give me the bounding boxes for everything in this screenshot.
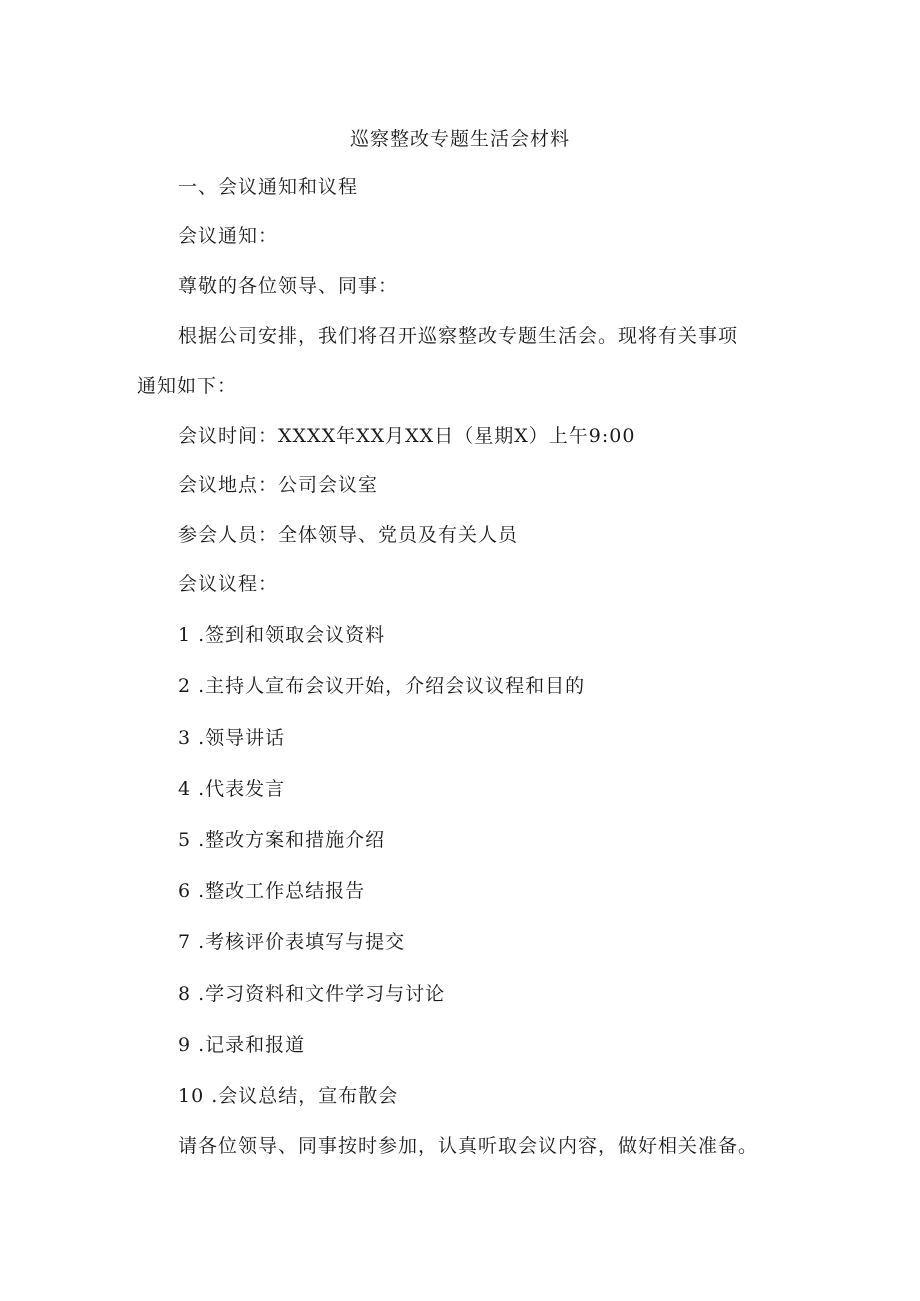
section-heading: 一、会议通知和议程 (178, 176, 359, 198)
agenda-item: 5 .整改方案和措施介绍 (178, 829, 386, 851)
agenda-item: 1 .签到和领取会议资料 (178, 624, 386, 646)
salutation: 尊敬的各位领导、同事： (178, 275, 399, 297)
agenda-item: 3 .领导讲话 (178, 727, 286, 749)
agenda-item: 8 .学习资料和文件学习与讨论 (178, 983, 446, 1005)
agenda-item: 2 .主持人宣布会议开始，介绍会议议程和目的 (178, 675, 586, 697)
meeting-time: 会议时间：XXXX年XX月XX日（星期X）上午9:00 (178, 425, 636, 447)
agenda-item: 10 .会议总结，宣布散会 (178, 1085, 399, 1107)
agenda-item: 7 .考核评价表填写与提交 (178, 931, 406, 953)
agenda-item: 9 .记录和报道 (178, 1034, 306, 1056)
agenda-item: 6 .整改工作总结报告 (178, 880, 366, 902)
agenda-label: 会议议程： (178, 573, 279, 595)
closing-paragraph: 请各位领导、同事按时参加，认真听取会议内容，做好相关准备。 (178, 1135, 759, 1157)
agenda-item: 4 .代表发言 (178, 778, 286, 800)
attendees: 参会人员：全体领导、党员及有关人员 (178, 524, 519, 546)
meeting-place: 会议地点：公司会议室 (178, 474, 379, 496)
intro-paragraph-line-2: 通知如下： (137, 375, 238, 397)
notice-label: 会议通知： (178, 225, 279, 247)
intro-paragraph-line-1: 根据公司安排，我们将召开巡察整改专题生活会。现将有关事项 (178, 325, 739, 347)
document-title: 巡察整改专题生活会材料 (349, 128, 570, 150)
